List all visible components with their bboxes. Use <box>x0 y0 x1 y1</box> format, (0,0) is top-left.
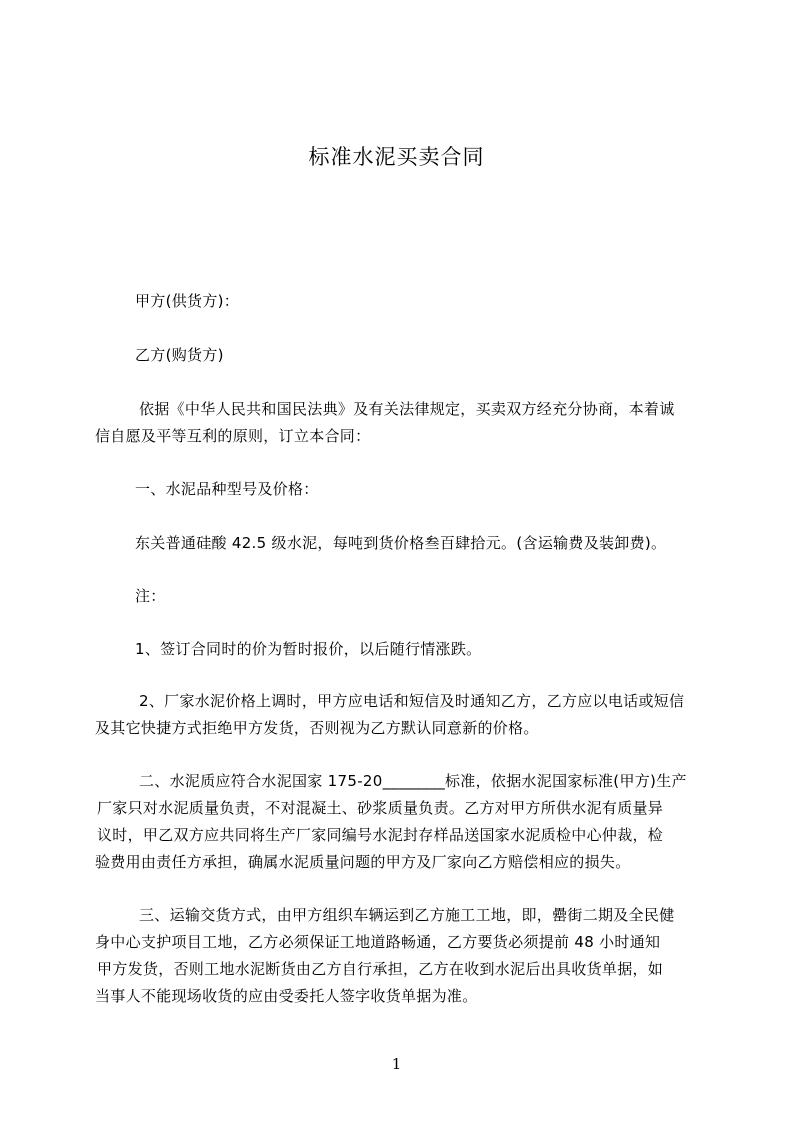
basis-paragraph-line-1: 依据《中华人民共和国民法典》及有关法律规定，买卖双方经充分协商，本着诚 <box>139 400 675 418</box>
section-3-line-1: 三、运输交货方式，由甲方组织车辆运到乙方施工工地，即，罍街二期及全民健 <box>139 906 675 924</box>
section-1-heading: 一、水泥品种型号及价格： <box>135 480 319 498</box>
section-2-line-1: 二、水泥质应符合水泥国家 175-20________标准，依据水泥国家标准(甲方)生产 <box>139 772 687 790</box>
section-2-line-3: 议时，甲乙双方应共同将生产厂家同编号水泥封存样品送国家水泥质检中心仲裁，检 <box>97 826 664 844</box>
party-a-line: 甲方(供货方)： <box>135 292 240 310</box>
section-2-line-2: 厂家只对水泥质量负责，不对混凝土、砂浆质量负责。乙方对甲方所供水泥有质量异 <box>97 799 664 817</box>
section-2-line-4: 验费用由责任方承担，确属水泥质量问题的甲方及厂家向乙方赔偿相应的损失。 <box>95 853 631 871</box>
page-number: 1 <box>391 1055 402 1073</box>
note-2-line-1: 2、厂家水泥价格上调时，甲方应电话和短信及时通知乙方，乙方应以电话或短信 <box>139 692 685 710</box>
section-3-line-4: 当事人不能现场收货的应由受委托人签字收货单据为准。 <box>95 987 478 1005</box>
note-1: 1、签订合同时的价为暂时报价，以后随行情涨跌。 <box>135 640 482 658</box>
section-3-line-2: 身中心支护项目工地，乙方必须保证工地道路畅通，乙方要货必须提前 48 小时通知 <box>95 933 661 951</box>
note-label: 注： <box>135 587 166 605</box>
basis-paragraph-line-2: 信自愿及平等互利的原则，订立本合同： <box>95 427 371 445</box>
note-2-line-2: 及其它快捷方式拒绝甲方发货，否则视为乙方默认同意新的价格。 <box>95 719 539 737</box>
party-b-line: 乙方(购货方) <box>135 346 224 364</box>
document-title: 标准水泥买卖合同 <box>308 145 485 169</box>
section-3-line-3: 甲方发货，否则工地水泥断货由乙方自行承担，乙方在收到水泥后出具收货单据，如 <box>97 960 664 978</box>
section-1-text: 东关普通硅酸 42.5 级水泥，每吨到货价格叁百肆拾元。(含运输费及装卸费)。 <box>135 534 667 552</box>
